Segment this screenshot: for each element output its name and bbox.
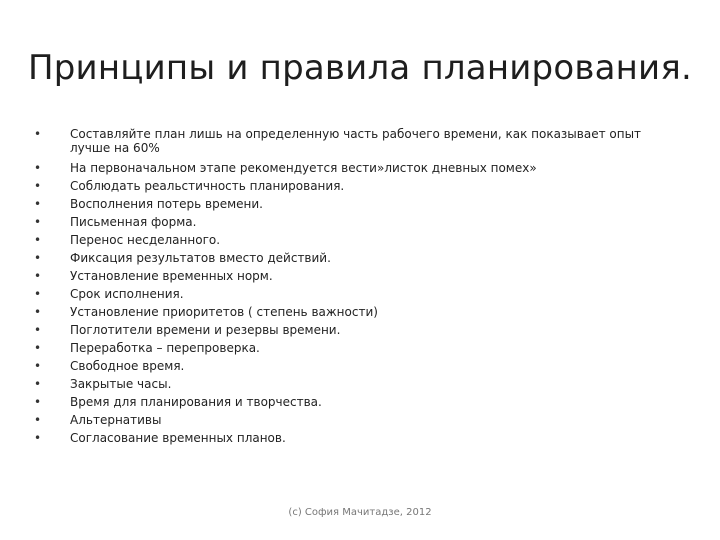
slide-title: Принципы и правила планирования. <box>27 48 693 88</box>
bullet-item <box>34 357 674 375</box>
footer-credit: (с) София Мачитадзе, 2012 <box>288 507 432 518</box>
bullet-icon: • <box>34 359 42 373</box>
bullet-list <box>34 127 674 447</box>
bullet-item <box>34 411 674 429</box>
bullet-item <box>34 127 674 159</box>
bullet-text: Письменная форма. <box>70 215 197 229</box>
bullet-item <box>34 429 674 447</box>
bullet-text: Закрытые часы. <box>70 377 172 391</box>
bullet-icon: • <box>34 323 42 337</box>
bullet-icon: • <box>34 127 42 141</box>
bullet-text: Согласование временных планов. <box>70 431 286 445</box>
bullet-text: Поглотители времени и резервы времени. <box>70 323 341 337</box>
bullet-item <box>34 177 674 195</box>
bullet-text: Составляйте план лишь на определенную часть рабочего времени, как показывает опыт лучше на 60% <box>70 127 642 155</box>
bullet-icon: • <box>34 233 42 247</box>
bullet-item <box>34 321 674 339</box>
bullet-icon: • <box>34 197 42 211</box>
bullet-text: На первоначальном этапе рекомендуется вести»листок дневных помех» <box>70 161 537 175</box>
bullet-icon: • <box>34 341 42 355</box>
bullet-text: Установление временных норм. <box>70 269 273 283</box>
bullet-icon: • <box>34 377 42 391</box>
bullet-icon: • <box>34 269 42 283</box>
bullet-item <box>34 393 674 411</box>
bullet-item <box>34 249 674 267</box>
bullet-text: Соблюдать реальстичность планирования. <box>70 179 345 193</box>
bullet-item <box>34 267 674 285</box>
bullet-icon: • <box>34 305 42 319</box>
bullet-icon: • <box>34 251 42 265</box>
bullet-text: Переработка – перепроверка. <box>70 341 260 355</box>
bullet-icon: • <box>34 287 42 301</box>
bullet-item <box>34 303 674 321</box>
bullet-icon: • <box>34 161 42 175</box>
bullet-text: Альтернативы <box>70 413 162 427</box>
bullet-text: Срок исполнения. <box>70 287 184 301</box>
bullet-text: Восполнения потерь времени. <box>70 197 263 211</box>
bullet-text: Свободное время. <box>70 359 185 373</box>
bullet-icon: • <box>34 413 42 427</box>
bullet-item <box>34 375 674 393</box>
bullet-text: Установление приоритетов ( степень важности) <box>70 305 378 319</box>
bullet-text: Время для планирования и творчества. <box>70 395 322 409</box>
bullet-icon: • <box>34 431 42 445</box>
bullet-icon: • <box>34 179 42 193</box>
bullet-item <box>34 231 674 249</box>
bullet-icon: • <box>34 395 42 409</box>
bullet-text: Перенос несделанного. <box>70 233 221 247</box>
bullet-item <box>34 159 674 177</box>
bullet-item <box>34 285 674 303</box>
bullet-item <box>34 213 674 231</box>
bullet-icon: • <box>34 215 42 229</box>
bullet-item <box>34 195 674 213</box>
bullet-text: Фиксация результатов вместо действий. <box>70 251 331 265</box>
bullet-item <box>34 339 674 357</box>
